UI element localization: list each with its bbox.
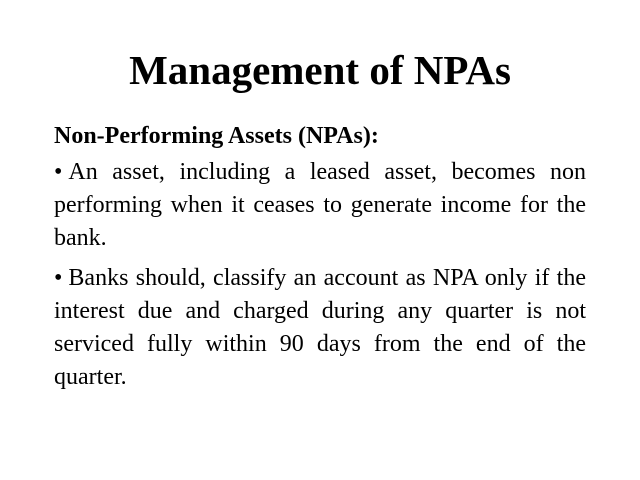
bullet-text: An asset, including a leased asset, becomes non performing when it ceases to generate income for the bank.	[54, 159, 586, 251]
slide-title: Management of NPAs	[129, 47, 511, 93]
bullet-text: Banks should, classify an account as NPA only if the interest due and charged during any quarter is not serviced fully within 90 days from the end of the quarter.	[54, 265, 586, 390]
subheading: Non-Performing Assets (NPAs):	[54, 123, 379, 149]
slide-content	[54, 120, 586, 401]
bullet-icon: •	[54, 265, 63, 291]
bullet-icon: •	[54, 159, 63, 185]
bullet-item	[54, 262, 586, 394]
bullet-item	[54, 156, 586, 255]
